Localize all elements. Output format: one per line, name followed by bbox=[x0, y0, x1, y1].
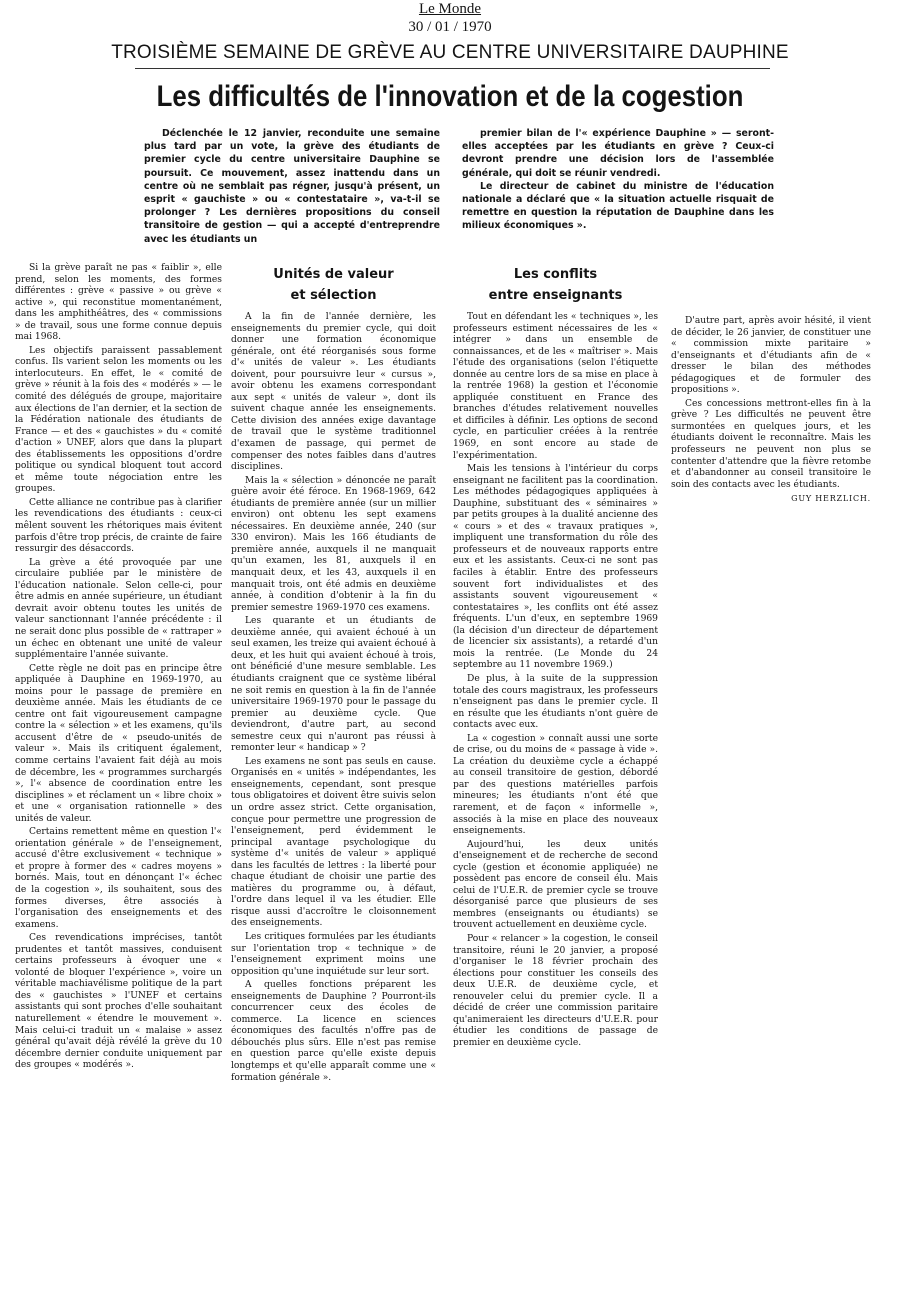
article-paragraph: Cette règle ne doit pas en principe être appliquée à Dauphine en 1969-1970, au moins pour le passage de première en deuxième année. Mais les étudiants de ce centre ont fait vigoureusement campagne contre la « sélection » et les examens, qu'ils accusent d'être de « pseudo-unités de valeur ». Mais ils critiquent également, comme certains l'avaient fait déjà au mois de décembre, les « programmes surchargés », l'« absence de coordination entre les disciplines » et réclament un « libre choix » et une « organisation rationnelle » des unités de valeur. bbox=[15, 663, 222, 824]
article-paragraph: Les objectifs paraissent passablement confus. Ils varient selon les moments ou les interlocuteurs. En effet, le « comité de grève » réunit à la fois des « modérés » — le comité des délégués de groupe, majoritaire aux élections de l'an dernier, et la section de la Fédération nationale des étudiants de France — et des « gauchistes » du « comité d'action » UNEF, alors que dans la plupart des établissements les oppositions d'ordre politique ou syndical bloquent tout accord et même toute négociation entre les groupes. bbox=[15, 345, 222, 495]
column-2 bbox=[231, 264, 436, 1086]
title-divider bbox=[135, 68, 770, 69]
article-paragraph: La grève a été provoquée par une circulaire publiée par le ministère de l'éducation nationale. Selon celle-ci, pour être admis en année supérieure, un étudiant devrait avoir obtenu toutes les unités de valeur sanctionnant l'année précédente : il ne serait donc plus possible de « rattraper » un échec en obtenant une unité de valeur supplémentaire l'année suivante. bbox=[15, 557, 222, 661]
section-subhead bbox=[453, 264, 658, 306]
subhead-line: Unités de valeur bbox=[273, 267, 394, 282]
column-3 bbox=[453, 264, 658, 1051]
publication-date: 30 / 01 / 1970 bbox=[408, 19, 492, 35]
newspaper-name: Le Monde bbox=[418, 1, 482, 17]
article-paragraph: D'autre part, après avoir hésité, il vient de décider, le 26 janvier, de constituer une « commission mixte paritaire » d'enseignants et d'étudiants afin de « dresser le bilan des méthodes pédagogiques et de formuler des propositions ». bbox=[671, 316, 871, 396]
article-paragraph: La « cogestion » connaît aussi une sorte de crise, ou du moins de « passage à vide ». La création du deuxième cycle a échappé au conseil transitoire de gestion, débordé par des questions matérielles parfois mineures; les étudiants n'ont été que rarement, et de façon « informelle », associés à la mise en place des nouveaux enseignements. bbox=[453, 733, 658, 837]
chapeau-paragraph: Déclenchée le 12 janvier, reconduite une semaine plus tard par un vote, la grève des étudiants de premier cycle du centre universitaire Dauphine se poursuit. Ce mouvement, assez inattendu dans un centre où ne semblait pas régner, jusqu'à présent, un esprit « gauchiste » ou « contestataire », va-t-il se prolonger ? Les dernières propositions du conseil transitoire de gestion — qui a accepté d'entreprendre avec les étudiants un bbox=[144, 128, 440, 245]
chapeau-left bbox=[144, 127, 440, 246]
article-kicker: TROISIÈME SEMAINE DE GRÈVE AU CENTRE UNIVERSITAIRE DAUPHINE bbox=[111, 42, 789, 63]
article-paragraph: Certains remettent même en question l'« orientation générale » de l'enseignement, accusé d'être exclusivement « technique » et propre à former des « cadres moyens » bornés. Mais, tout en dénonçant l'« échec de la cogestion », ils souhaitent, sous des formes diverses, être associés à l'organisation des enseignements et des examens. bbox=[15, 827, 222, 930]
article-paragraph: Si la grève paraît ne pas « faiblir », elle prend, selon les moments, des formes différentes : grève « passive » ou grève « active », qui reconstitue momentanément, dans les amphithéâtres, des « commissions » de travail, sous une forme connue depuis mai 1968. bbox=[15, 263, 222, 343]
article-paragraph: Les examens ne sont pas seuls en cause. Organisés en « unités » indépendantes, les enseignements, cependant, sont presque tous obligatoires et doivent être suivis selon un ordre assez strict. Cette organisation, conçue pour permettre une progression de l'enseignement, perd évidemment le principal avantage psychologique du système d'« unités de valeur » appliqué dans les facultés de lettres : la liberté pour chaque étudiant de choisir une partie des matières du programme ou, à défaut, l'ordre dans lequel il va les étudier. Elle risque aussi d'accroître le cloisonnement des enseignements. bbox=[231, 756, 436, 929]
article-paragraph: Cette alliance ne contribue pas à clarifier les revendications des étudiants : ceux-ci mêlent souvent les rhétoriques mais évitent parfois d'être trop précis, de crainte de faire ressurgir des désaccords. bbox=[15, 497, 222, 555]
article-paragraph: Ces concessions mettront-elles fin à la grève ? Les difficultés ne peuvent être surmontées en quelques jours, et les étudiants doivent le reconnaître. Mais les professeurs ne peuvent non plus se contenter d'attendre que la fièvre retombe et d'abandonner au conseil transitoire le soin des contacts avec les étudiants. bbox=[671, 398, 871, 490]
subhead-line: entre enseignants bbox=[488, 288, 623, 303]
chapeau-paragraph: premier bilan de l'« expérience Dauphine » — seront-elles acceptées par les étudiants en grève ? Ceux-ci devront prendre une décision lors de l'assemblée générale, qui doit se réunir vendredi. bbox=[462, 128, 774, 179]
article-paragraph: Les quarante et un étudiants de deuxième année, qui avaient échoué à un seul examen, les treize qui avaient échoué à deux, et les huit qui avaient échoué à trois, ont bénéficié d'une mesure semblable. Les étudiants craignent que ce système libéral ne soit remis en question à la fin de l'année universitaire 1969-1970 pour le passage du premier au deuxième cycle. Que deviendront, d'autre part, au second semestre ceux qui n'auront pas réussi à remonter leur « handicap » ? bbox=[231, 616, 436, 754]
article-paragraph: De plus, à la suite de la suppression totale des cours magistraux, les professeurs n'enseignent pas dans le premier cycle. Il en résulte que les étudiants n'ont guère de contacts avec eux. bbox=[453, 673, 658, 731]
article-paragraph: Aujourd'hui, les deux unités d'enseignement et de recherche de second cycle (gestion et économie appliquée) ne possèdent pas encore de conseil élu. Mais celui de l'U.E.R. de premier cycle se trouve désorganisé parce que plusieurs de ses membres (enseignants ou étudiants) se trouvent actuellement en deuxième cycle. bbox=[453, 839, 658, 931]
chapeau-right bbox=[462, 127, 774, 233]
column-4 bbox=[671, 316, 871, 505]
section-subhead bbox=[231, 264, 436, 306]
article-paragraph: Ces revendications imprécises, tantôt prudentes et tantôt massives, conduisent certains professeurs à évoquer une « volonté de bloquer l'expérience », voire un véritable machiavélisme politique de la part des « gauchistes » l'UNEF et certains assistants qui sont proches d'elle souhaitant naturellement « étendre le mouvement ». Mais celui-ci traduit un « malaise » assez général qu'avait déjà révélé la grève du 10 décembre dernier conduite uniquement par des groupes « modérés ». bbox=[15, 933, 222, 1071]
chapeau-paragraph: Le directeur de cabinet du ministre de l'éducation nationale a déclaré que « la situation actuelle risquait de remettre en question la réputation de Dauphine dans les milieux économiques ». bbox=[462, 180, 774, 232]
article-paragraph: Les critiques formulées par les étudiants sur l'orientation trop « technique » de l'enseignement expriment moins une opposition qu'une inquiétude sur leur sort. bbox=[231, 931, 436, 977]
subhead-line: et sélection bbox=[290, 288, 377, 303]
subhead-line: Les conflits bbox=[513, 267, 598, 282]
article-paragraph: A la fin de l'année dernière, les enseignements du premier cycle, qui doit donner une formation économique générale, ont été réorganisés sous forme d'« unités de valeur ». Les étudiants doivent, pour poursuivre leur « cursus », avoir obtenu les examens correspondant aux sept « unités de valeur », dont ils suivent chaque année les enseignements. Cette division des années exige davantage de travail que le système traditionnel d'examen de passage, qui permet de compenser des notes faibles dans d'autres disciplines. bbox=[231, 312, 436, 473]
article-headline: Les difficultés de l'innovation et de la cogestion bbox=[156, 80, 744, 113]
author-signature: GUY HERZLICH. bbox=[791, 494, 871, 504]
article-paragraph: Mais les tensions à l'intérieur du corps enseignant ne facilitent pas la coordination. Les méthodes pédagogiques appliquées à Dauphine, substituant des « séminaires » par petits groupes à la dualité ancienne des « cours » et des « travaux pratiques », impliquent une transformation du rôle des professeurs et de nouveaux rapports entre eux et les assistants. Ceux-ci ne sont pas faciles à établir. Entre des professeurs souvent fort individualistes et des assistants souvent vigoureusement « contestataires », les conflits ont été assez fréquents. L'un d'eux, en septembre 1969 (la décision d'un directeur de département de licencier six assistants), a retardé d'un mois la rentrée. (Le Monde du 24 septembre au 11 novembre 1969.) bbox=[453, 464, 658, 671]
article-paragraph: A quelles fonctions préparent les enseignements de Dauphine ? Pourront-ils concurrencer ceux des écoles de commerce. La licence en sciences économiques des facultés n'offre pas de débouchés plus sûrs. Elle n'est pas remise en question parce qu'elle existe depuis longtemps et qu'elle apparaît comme une « formation générale ». bbox=[231, 980, 436, 1083]
article-paragraph: Pour « relancer » la cogestion, le conseil transitoire, réuni le 20 janvier, a proposé d'organiser le 18 février prochain des élections pour constituer les conseils des deux U.E.R. de deuxième cycle, et renouveler celui du premier cycle. Il a décidé de créer une commission paritaire qu'animeraient les directeurs d'U.E.R. pour étudier les conditions de passage de premier en deuxième cycle. bbox=[453, 933, 658, 1048]
column-1 bbox=[15, 263, 222, 1074]
article-paragraph: Tout en défendant les « techniques », les professeurs estiment nécessaires de les « intégrer » dans un ensemble de connaissances, et de les « maîtriser ». Mais l'étude des organisations (selon l'étiquette donnée au centre lors de sa mise en place à la rentrée 1968) la gestion et l'économie appliquée constituent en France des branches d'études relativement nouvelles et difficiles à définir. Les options de second cycle, en particulier créées à la rentrée 1969, en sont encore au stade de l'expérimentation. bbox=[453, 312, 658, 461]
article-paragraph: Mais la « sélection » dénoncée ne paraît guère avoir été féroce. En 1968-1969, 642 étudiants de première année (sur un millier environ) ont obtenu les sept examens nécessaires. En deuxième année, 240 (sur 330 environ). Mais les 166 étudiants de première année, auxquels il ne manquait qu'un examen, les 81, auxquels il en manquait deux, et les 43, auxquels il en manquait trois, ont été admis en deuxième année, à condition d'obtenir à la fin du premier semestre 1969-1970 ces examens. bbox=[231, 475, 436, 613]
